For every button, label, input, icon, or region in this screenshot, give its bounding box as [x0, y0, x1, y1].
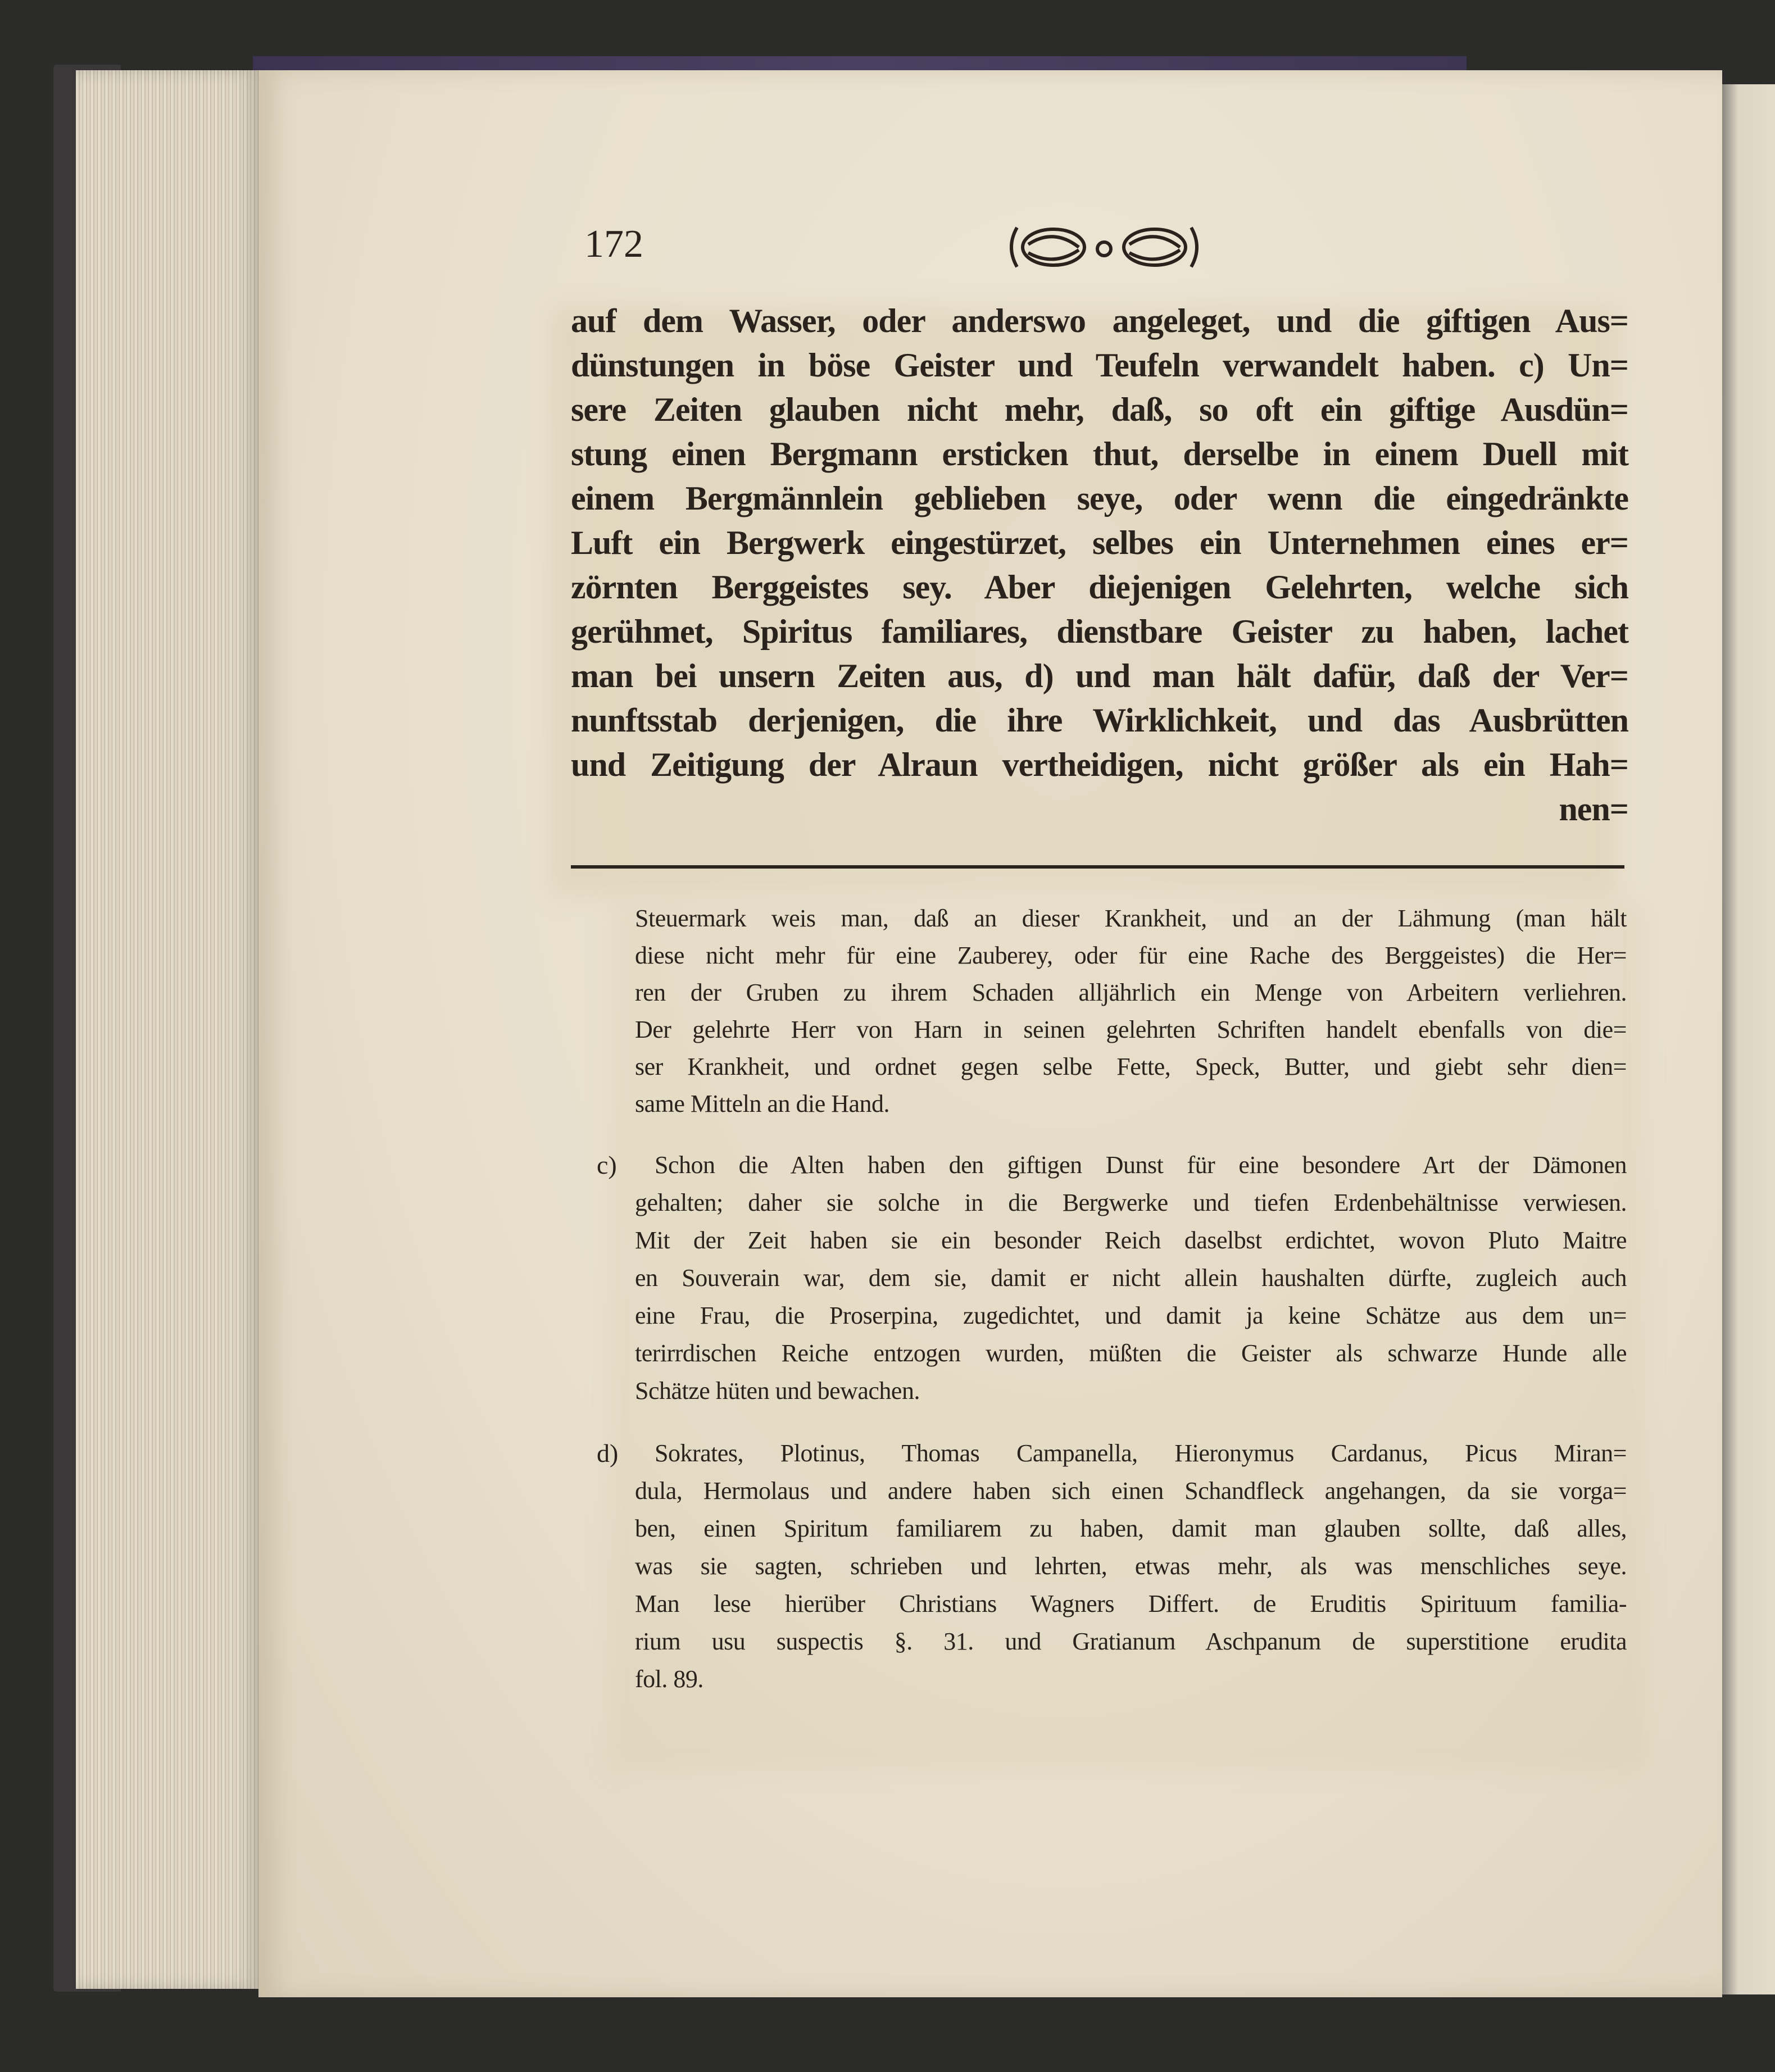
- main-text-line: Luft ein Bergwerk eingestürzet, selbes ein Unternehmen eines er=: [571, 524, 1628, 561]
- footnote-line: Man lese hierüber Christians Wagners Differt. de Eruditis Spirituum familia-: [635, 1590, 1627, 1617]
- footnote-line: rium usu suspectis §. 31. und Gratianum Aschpanum de superstitione erudita: [635, 1628, 1627, 1655]
- main-text-line: stung einen Bergmann ersticken thut, derselbe in einem Duell mit: [571, 435, 1628, 472]
- header-ornament-icon: [1006, 222, 1202, 272]
- footnote-line: ren der Gruben zu ihrem Schaden alljährlich ein Menge von Arbeitern verliehren.: [635, 979, 1627, 1006]
- page-number: 172: [584, 222, 643, 266]
- main-text-line: gerühmet, Spiritus familiares, dienstbare Geister zu haben, lachet: [571, 613, 1628, 650]
- footnote-line: ser Krankheit, und ordnet gegen selbe Fette, Speck, Butter, und giebt sehr dien=: [635, 1053, 1627, 1080]
- main-text-line: dünstungen in böse Geister und Teufeln verwandelt haben. c) Un=: [571, 347, 1628, 384]
- footnote-line: eine Frau, die Proserpina, zugedichtet, und damit ja keine Schätze aus dem un=: [635, 1302, 1627, 1329]
- main-text-line: und Zeitigung der Alraun vertheidigen, nicht größer als ein Hah=: [571, 746, 1628, 783]
- footnote-line: terirrdischen Reiche entzogen wurden, müßten die Geister als schwarze Hunde alle: [635, 1339, 1627, 1367]
- footnote-marker: d): [597, 1439, 619, 1467]
- main-text-line: zörnten Berggeistes sey. Aber diejenigen Gelehrten, welche sich: [571, 569, 1628, 606]
- main-text-line: man bei unsern Zeiten aus, d) und man hält dafür, daß der Ver=: [571, 657, 1628, 694]
- footnote-line: Sokrates, Plotinus, Thomas Campanella, Hieronymus Cardanus, Picus Miran=: [655, 1439, 1627, 1467]
- footnote-line: Schon die Alten haben den giftigen Dunst für eine besondere Art der Dämonen: [655, 1151, 1627, 1179]
- facing-page-edge: [1722, 84, 1775, 1994]
- main-text-line: nunftsstab derjenigen, die ihre Wirklichkeit, und das Ausbrütten: [571, 702, 1628, 739]
- footnote-line: diese nicht mehr für eine Zauberey, oder für eine Rache des Berggeistes) die Her=: [635, 942, 1627, 969]
- footnote-line: Steuermark weis man, daß an dieser Krankheit, und an der Lähmung (man hält: [635, 905, 1627, 932]
- footnote-line: Mit der Zeit haben sie ein besonder Reich daselbst erdichtet, wovon Pluto Maitre: [635, 1226, 1627, 1254]
- main-text-line: einem Bergmännlein geblieben seye, oder wenn die eingedränkte: [571, 480, 1628, 517]
- footnote-line: en Souverain war, dem sie, damit er nicht allein haushalten dürfte, zugleich auch: [635, 1264, 1627, 1292]
- footnote-line: was sie sagten, schrieben und lehrten, etwas mehr, als was menschliches seye.: [635, 1552, 1627, 1580]
- main-text-line: sere Zeiten glauben nicht mehr, daß, so oft ein giftige Ausdün=: [571, 391, 1628, 428]
- footnote-line: fol. 89.: [635, 1665, 703, 1693]
- footnote-line: dula, Hermolaus und andere haben sich einen Schandfleck angehangen, da sie vorga=: [635, 1477, 1627, 1505]
- page-edges: [76, 70, 261, 1989]
- footnote-line: ben, einen Spiritum familiarem zu haben, damit man glauben sollte, daß alles,: [635, 1515, 1627, 1542]
- main-text-line: auf dem Wasser, oder anderswo angeleget, und die giftigen Aus=: [571, 302, 1628, 339]
- footnote-line: Der gelehrte Herr von Harn in seinen gelehrten Schriften handelt ebenfalls von die=: [635, 1016, 1627, 1043]
- footnote-marker: c): [597, 1151, 617, 1179]
- footnote-rule: [571, 865, 1624, 869]
- catchword: nen=: [1559, 790, 1628, 828]
- footnote-line: gehalten; daher sie solche in die Bergwerke und tiefen Erdenbehältnisse verwiesen.: [635, 1189, 1627, 1216]
- footnote-line: same Mitteln an die Hand.: [635, 1090, 890, 1117]
- footnote-line: Schätze hüten und bewachen.: [635, 1377, 920, 1405]
